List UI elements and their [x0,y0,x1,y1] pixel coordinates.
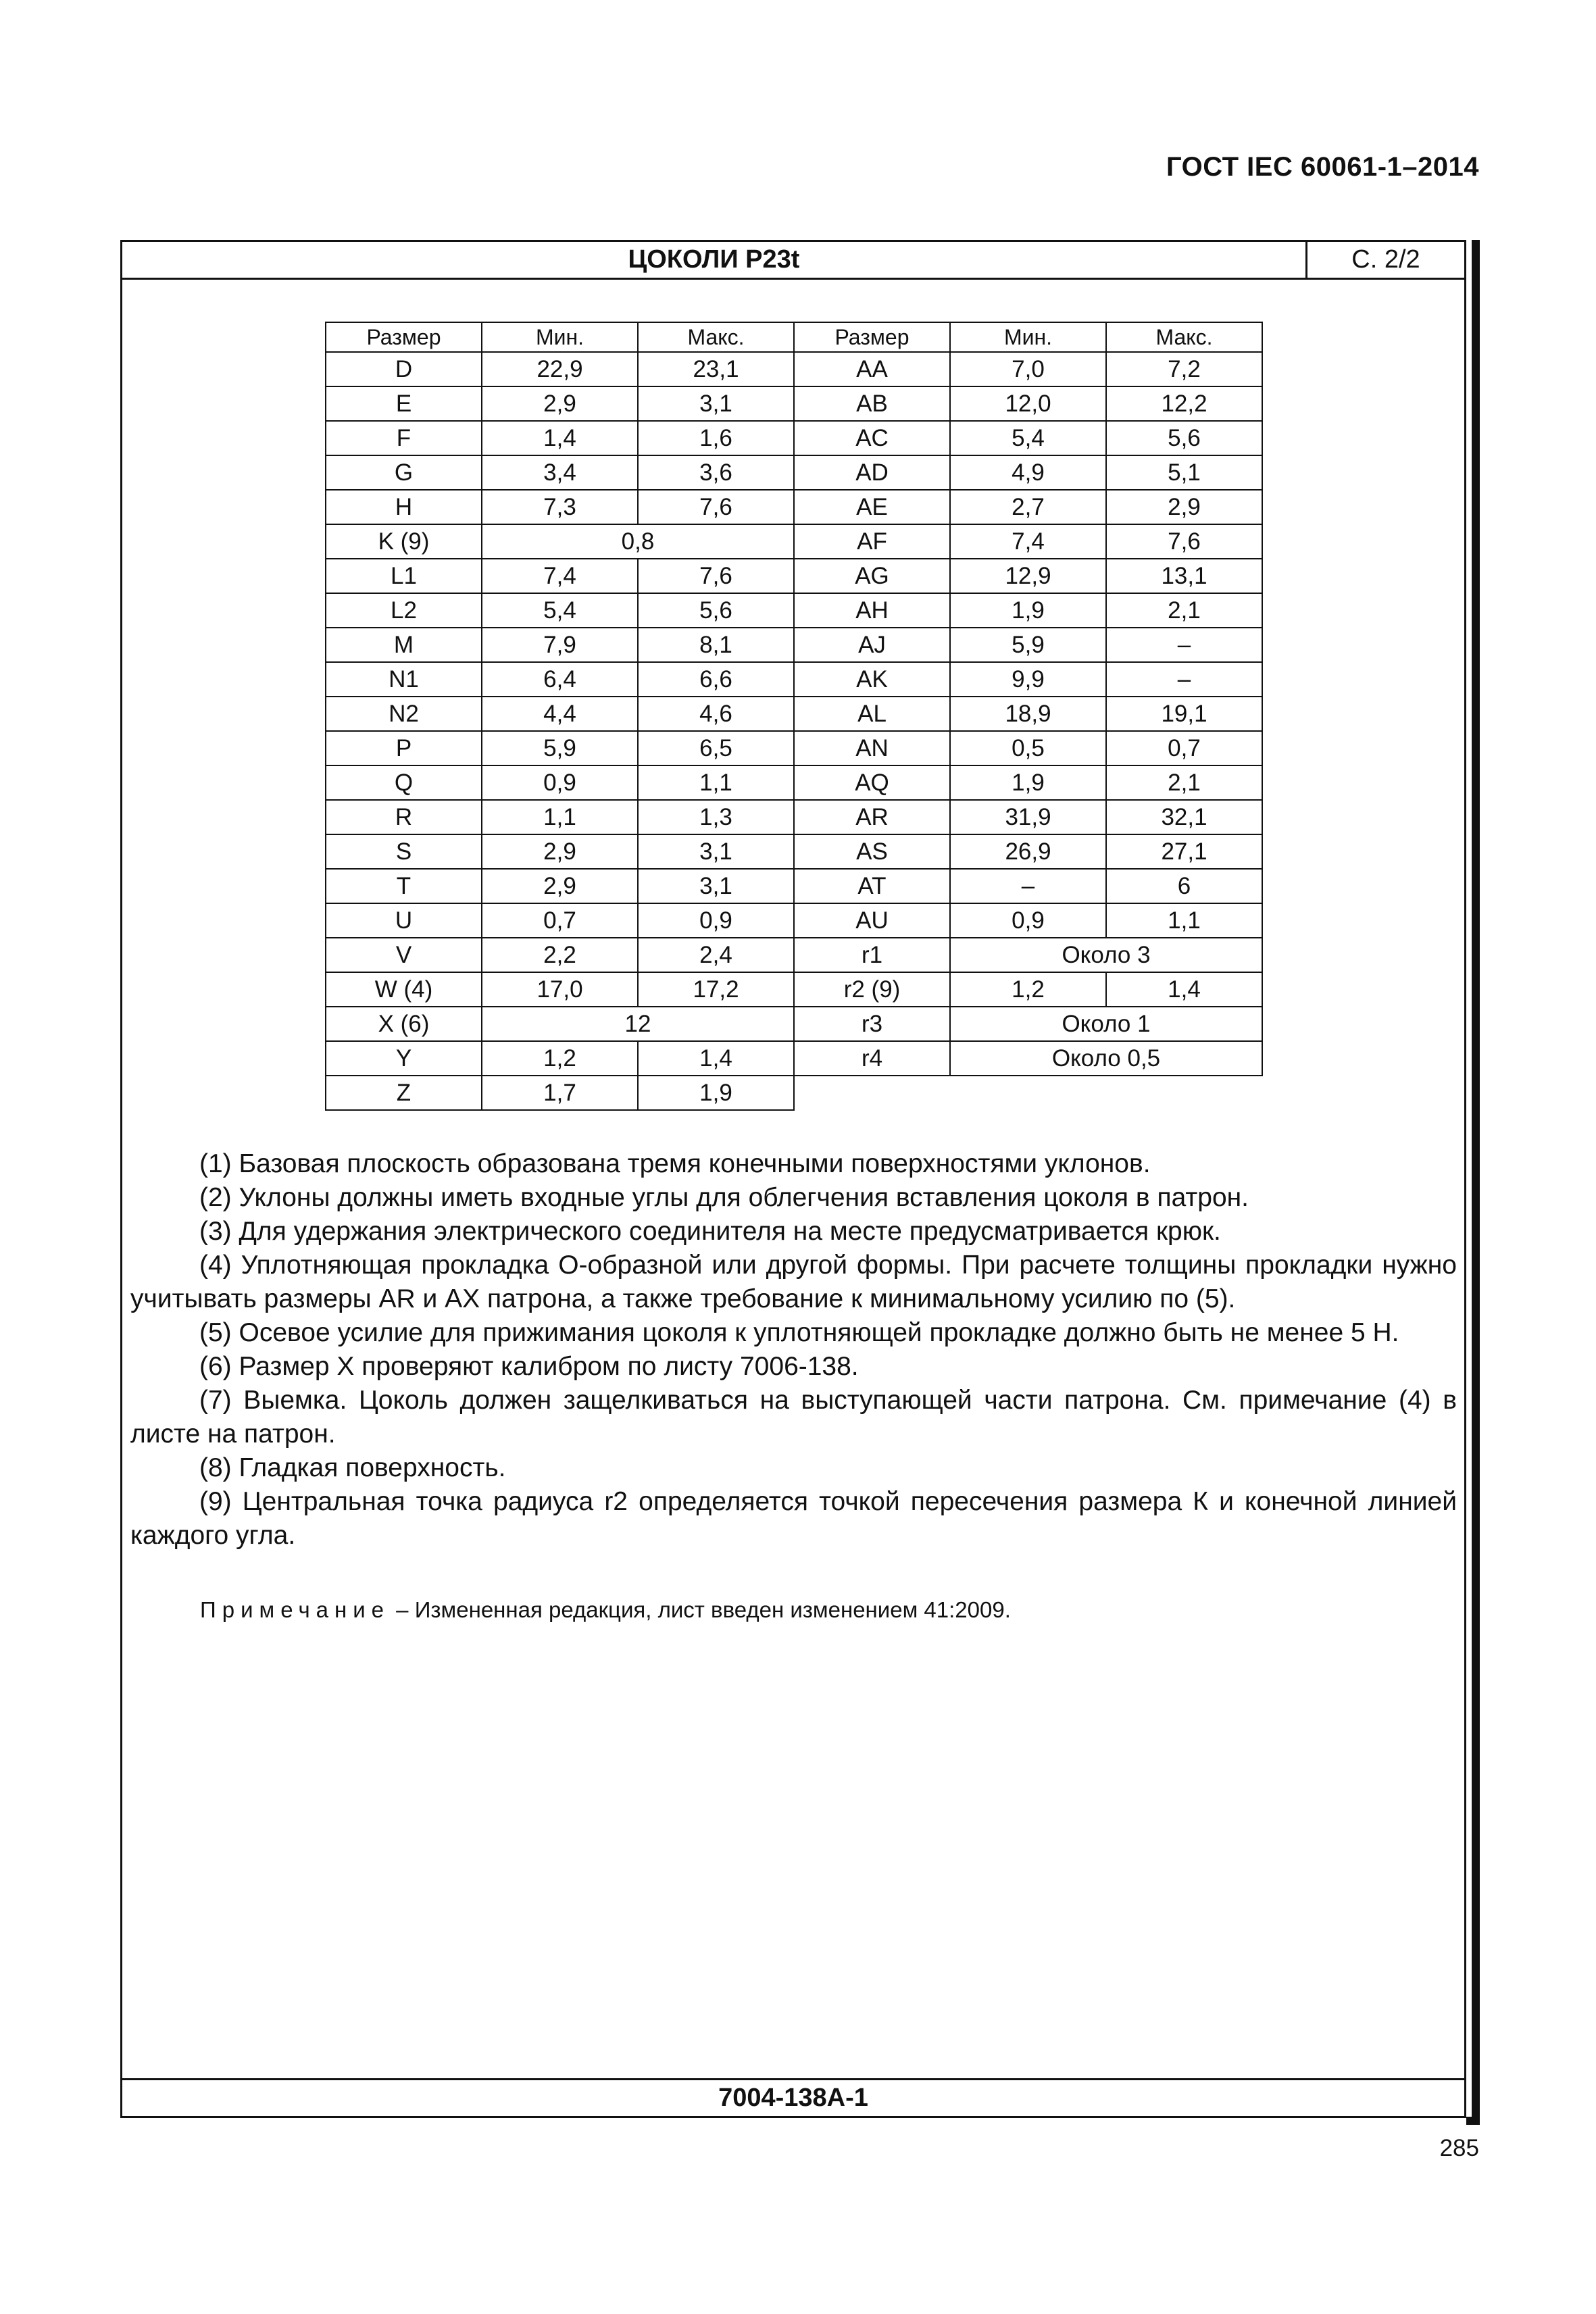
table-cell: 31,9 [950,800,1106,834]
table-cell: AG [794,559,950,593]
table-cell: 2,7 [950,490,1106,524]
table-cell: 1,7 [482,1076,638,1110]
remark-text: – Измененная редакция, лист введен изменением 41:2009. [390,1597,1011,1622]
dimensions-table [325,322,1263,1111]
table-cell: 1,4 [638,1041,794,1076]
table-row [326,524,1262,559]
table-cell: L2 [326,593,482,628]
table-cell: 1,1 [638,765,794,800]
table-cell: AC [794,421,950,455]
table-cell: 22,9 [482,352,638,386]
table-cell: 2,9 [1106,490,1262,524]
table-cell: 7,2 [1106,352,1262,386]
table-cell: – [950,869,1106,903]
table-row [326,1076,1262,1110]
table-cell: AB [794,386,950,421]
table-cell: 7,6 [638,490,794,524]
table-cell: 7,6 [638,559,794,593]
table-cell: Около 0,5 [950,1041,1262,1076]
table-cell: AT [794,869,950,903]
header-max-1: Макс. [638,322,794,352]
table-cell: N1 [326,662,482,697]
table-cell: 0,5 [950,731,1106,765]
table-header-row [326,322,1262,352]
notes-list [130,1147,1457,1553]
table-cell: 12 [482,1007,794,1041]
empty-cell [794,1076,950,1110]
table-row [326,697,1262,731]
table-cell: 2,1 [1106,593,1262,628]
header-max-2: Макс. [1106,322,1262,352]
table-cell: G [326,455,482,490]
table-row [326,938,1262,972]
table-row [326,972,1262,1007]
table-cell: 3,1 [638,834,794,869]
table-cell: 7,3 [482,490,638,524]
table-cell: AS [794,834,950,869]
sheet-title: ЦОКОЛИ P23t [628,245,800,274]
table-cell: 4,9 [950,455,1106,490]
table-cell: r2 (9) [794,972,950,1007]
table-cell: 12,2 [1106,386,1262,421]
table-cell: L1 [326,559,482,593]
header-min-2: Мин. [950,322,1106,352]
table-cell: N2 [326,697,482,731]
table-cell: Около 3 [950,938,1262,972]
table-cell: AF [794,524,950,559]
table-cell: 0,7 [1106,731,1262,765]
table-row [326,765,1262,800]
table-cell: 2,9 [482,869,638,903]
table-cell: AE [794,490,950,524]
table-cell: 12,9 [950,559,1106,593]
table-cell: 3,1 [638,386,794,421]
table-cell: 5,4 [950,421,1106,455]
table-row [326,662,1262,697]
table-row [326,559,1262,593]
table-cell: AJ [794,628,950,662]
table-cell: 6,4 [482,662,638,697]
table-row [326,1007,1262,1041]
table-cell: 3,4 [482,455,638,490]
table-row [326,903,1262,938]
table-row [326,421,1262,455]
empty-cell [1106,1076,1262,1110]
table-row [326,593,1262,628]
note-item: (2) Уклоны должны иметь входные углы для облегчения вставления цоколя в патрон. [199,1183,1249,1212]
remark-label: Примечание [200,1597,391,1622]
table-cell: 7,6 [1106,524,1262,559]
table-cell: 6,5 [638,731,794,765]
table-cell: 0,9 [950,903,1106,938]
table-cell: 4,6 [638,697,794,731]
table-cell: AR [794,800,950,834]
table-row [326,869,1262,903]
table-cell: 1,9 [950,593,1106,628]
table-cell: 5,6 [638,593,794,628]
table-cell: AA [794,352,950,386]
table-cell: 18,9 [950,697,1106,731]
table-cell: X (6) [326,1007,482,1041]
table-cell: r4 [794,1041,950,1076]
table-cell: 6 [1106,869,1262,903]
table-cell: 1,4 [482,421,638,455]
table-cell: 1,2 [950,972,1106,1007]
table-cell: 19,1 [1106,697,1262,731]
table-cell: Z [326,1076,482,1110]
table-cell: – [1106,662,1262,697]
table-row [326,800,1262,834]
sheet-title-row [122,242,1464,280]
table-row [326,490,1262,524]
table-cell: S [326,834,482,869]
header-size-1: Размер [326,322,482,352]
table-cell: W (4) [326,972,482,1007]
table-cell: 9,9 [950,662,1106,697]
note-item: (5) Осевое усилие для прижимания цоколя к уплотняющей прокладке должно быть не менее 5 Н. [199,1318,1399,1347]
dimensions-table-body [326,352,1262,1110]
table-cell: 1,4 [1106,972,1262,1007]
sheet-footer-code: 7004-138A-1 [122,2078,1464,2116]
table-cell: 7,0 [950,352,1106,386]
standard-sheet [120,240,1466,2118]
table-cell: H [326,490,482,524]
header-min-1: Мин. [482,322,638,352]
table-cell: R [326,800,482,834]
table-cell: M [326,628,482,662]
table-cell: 1,1 [1106,903,1262,938]
table-cell: 13,1 [1106,559,1262,593]
table-cell: 26,9 [950,834,1106,869]
table-cell: 2,2 [482,938,638,972]
table-cell: 1,1 [482,800,638,834]
table-cell: r3 [794,1007,950,1041]
table-cell: 6,6 [638,662,794,697]
note-item: (6) Размер X проверяют калибром по листу 7006-138. [199,1352,859,1381]
table-cell: 12,0 [950,386,1106,421]
table-cell: 1,3 [638,800,794,834]
remark [200,1597,1011,1623]
table-cell: AD [794,455,950,490]
table-cell: 1,6 [638,421,794,455]
table-cell: 17,2 [638,972,794,1007]
table-row [326,455,1262,490]
table-cell: Около 1 [950,1007,1262,1041]
table-cell: 32,1 [1106,800,1262,834]
table-cell: – [1106,628,1262,662]
table-cell: 5,9 [482,731,638,765]
page-number: 285 [1439,2135,1479,2161]
table-cell: E [326,386,482,421]
table-cell: AU [794,903,950,938]
table-row [326,834,1262,869]
note-item: (7) Выемка. Цоколь должен защелкиваться на выступающей части патрона. См. примечание (4) в листе на патрон. [130,1386,1457,1449]
sheet-shadow-bottom [1466,2117,1480,2125]
table-cell: 1,9 [950,765,1106,800]
sheet-shadow-right [1472,240,1480,2125]
sheet-number: С. 2/2 [1351,245,1420,274]
table-cell: U [326,903,482,938]
table-cell: Q [326,765,482,800]
table-cell: 8,1 [638,628,794,662]
note-item: (1) Базовая плоскость образована тремя конечными поверхностями уклонов. [199,1149,1151,1178]
table-row [326,352,1262,386]
table-row [326,731,1262,765]
table-cell: 1,9 [638,1076,794,1110]
table-cell: Y [326,1041,482,1076]
table-cell: V [326,938,482,972]
table-cell: 23,1 [638,352,794,386]
table-cell: r1 [794,938,950,972]
table-cell: F [326,421,482,455]
table-cell: 0,9 [638,903,794,938]
table-cell: 4,4 [482,697,638,731]
table-cell: 17,0 [482,972,638,1007]
table-cell: 0,7 [482,903,638,938]
table-cell: P [326,731,482,765]
table-cell: 1,2 [482,1041,638,1076]
table-cell: 5,9 [950,628,1106,662]
table-cell: 2,4 [638,938,794,972]
table-cell: 2,1 [1106,765,1262,800]
note-item: (4) Уплотняющая прокладка О-образной или другой формы. При расчете толщины прокладки нужно учитывать размеры AR и AX патрона, а также требование к минимальному усилию по (5). [130,1251,1457,1313]
table-cell: 27,1 [1106,834,1262,869]
note-item: (8) Гладкая поверхность. [199,1453,506,1482]
table-cell: K (9) [326,524,482,559]
table-row [326,628,1262,662]
table-cell: T [326,869,482,903]
table-cell: D [326,352,482,386]
table-row [326,1041,1262,1076]
table-cell: 5,4 [482,593,638,628]
table-cell: 5,6 [1106,421,1262,455]
table-cell: 0,8 [482,524,794,559]
standard-designation: ГОСТ IEC 60061-1–2014 [1166,152,1479,182]
table-row [326,386,1262,421]
table-cell: AL [794,697,950,731]
table-cell: 2,9 [482,386,638,421]
table-cell: 0,9 [482,765,638,800]
table-cell: 2,9 [482,834,638,869]
table-cell: 7,9 [482,628,638,662]
table-cell: 3,6 [638,455,794,490]
table-cell: AQ [794,765,950,800]
note-item: (9) Центральная точка радиуса r2 определяется точкой пересечения размера К и конечной линией каждого угла. [130,1487,1457,1550]
header-size-2: Размер [794,322,950,352]
table-cell: 7,4 [482,559,638,593]
table-cell: 5,1 [1106,455,1262,490]
empty-cell [950,1076,1106,1110]
table-cell: AK [794,662,950,697]
table-cell: 3,1 [638,869,794,903]
table-cell: 7,4 [950,524,1106,559]
table-cell: AH [794,593,950,628]
note-item: (3) Для удержания электрического соединителя на месте предусматривается крюк. [199,1217,1221,1246]
table-cell: AN [794,731,950,765]
